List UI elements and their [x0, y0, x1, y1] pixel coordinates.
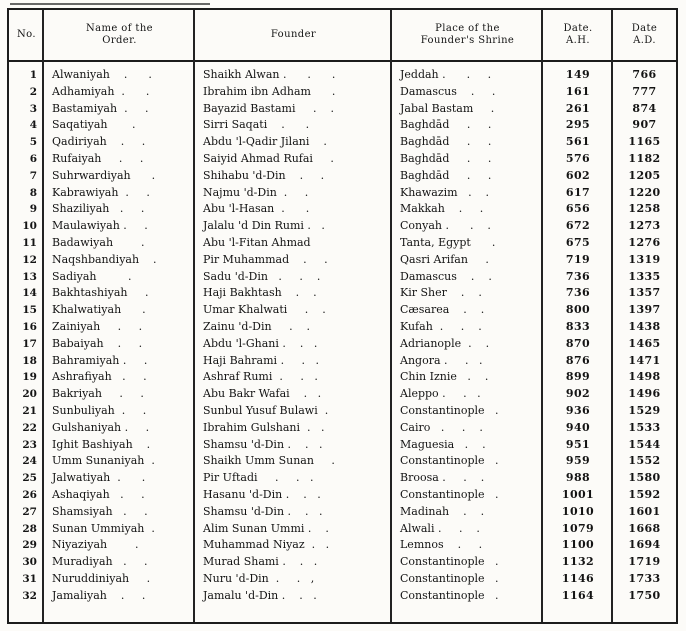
date-ah-cell: 959: [565, 454, 591, 468]
shrine-place-cell: Qasri Arifan .: [400, 252, 489, 266]
table-row: [9, 336, 676, 353]
shrine-place-cell: Alwali . . .: [400, 521, 480, 535]
date-ah-cell: 936: [565, 403, 591, 417]
order-no-cell: 24: [22, 455, 37, 468]
date-ad-cell: 1750: [628, 588, 661, 602]
order-no-cell: 8: [29, 186, 37, 199]
date-ah-cell: 833: [565, 319, 591, 333]
founder-cell: Umar Khalwati . .: [203, 303, 326, 317]
table-row: [9, 218, 676, 235]
shrine-place-cell: Constantinople .: [400, 555, 499, 569]
header-place-line1: Place of the: [435, 23, 500, 34]
table-row: [9, 369, 676, 386]
header-no: [9, 10, 44, 60]
founder-cell: Pir Uftadi . . .: [203, 471, 314, 485]
table-row: [9, 185, 676, 202]
column-divider: [42, 10, 44, 622]
order-name-cell: Nuruddiniyah .: [52, 571, 151, 585]
shrine-place-cell: Constantinople .: [400, 588, 499, 602]
date-ad-cell: 1319: [628, 252, 661, 266]
order-name-cell: Ighit Bashiyah .: [52, 437, 151, 451]
date-ad-cell: 766: [632, 68, 657, 81]
founder-cell: Haji Bahrami . . .: [203, 353, 320, 367]
founder-cell: Abu Bakr Wafai . .: [203, 387, 322, 401]
date-ah-cell: 736: [565, 286, 591, 300]
founder-cell: Hasanu 'd-Din . . .: [203, 487, 321, 501]
order-no-cell: 4: [29, 119, 37, 132]
shrine-place-cell: Constantinople .: [400, 454, 499, 468]
table-body: [9, 62, 676, 605]
founder-cell: Abdu 'l-Ghani . . .: [203, 336, 318, 350]
order-no-cell: 28: [22, 522, 37, 535]
table-row: [9, 201, 676, 218]
order-no-cell: 27: [22, 505, 37, 518]
table-row: [9, 487, 676, 504]
column-divider: [390, 10, 392, 622]
order-no-cell: 12: [22, 253, 37, 266]
date-ad-cell: 1601: [628, 504, 661, 518]
orders-table: [7, 8, 678, 624]
date-ad-cell: 1258: [628, 202, 661, 216]
date-ad-cell: 1220: [628, 185, 661, 199]
date-ah-cell: 988: [565, 471, 591, 485]
header-founder-label: Founder: [270, 29, 317, 40]
order-name-cell: Shaziliyah . .: [52, 202, 145, 216]
column-divider: [541, 10, 543, 622]
date-ad-cell: 1273: [628, 219, 661, 233]
order-name-cell: Jalwatiyah . .: [52, 471, 146, 485]
founder-cell: Shamsu 'd-Din . . .: [203, 504, 323, 518]
founder-cell: Sirri Saqati . .: [203, 118, 310, 132]
date-ad-cell: 1438: [628, 319, 661, 333]
table-row: [9, 235, 676, 252]
order-name-cell: Kabrawiyah . .: [52, 185, 150, 199]
table-row: [9, 117, 676, 134]
date-ah-cell: 602: [565, 168, 591, 182]
date-ah-cell: 902: [565, 387, 591, 401]
header-ad-line2: A.D.: [633, 35, 656, 46]
order-name-cell: Bakhtashiyah .: [52, 286, 149, 300]
order-no-cell: 5: [29, 136, 37, 149]
date-ad-cell: 1552: [628, 454, 661, 468]
date-ad-cell: 1529: [628, 403, 661, 417]
order-no-cell: 21: [22, 404, 37, 417]
shrine-place-cell: Kufah . . .: [400, 319, 482, 333]
shrine-place-cell: Angora . . .: [400, 353, 483, 367]
header-date-ad: [613, 10, 676, 60]
shrine-place-cell: Chin Iznie . .: [400, 370, 489, 384]
header-name-line2: Order.: [102, 35, 137, 46]
date-ad-cell: 1668: [628, 521, 661, 535]
shrine-place-cell: Baghdād . .: [400, 151, 492, 165]
scan-artifact-line: [10, 3, 210, 5]
table-row: [9, 386, 676, 403]
table-row: [9, 504, 676, 521]
founder-cell: Jalalu 'd Din Rumi . .: [203, 219, 325, 233]
founder-cell: Shamsu 'd-Din . . .: [203, 437, 323, 451]
order-name-cell: Ashrafiyah . .: [52, 370, 147, 384]
date-ad-cell: 1205: [628, 168, 661, 182]
order-no-cell: 3: [29, 102, 37, 115]
header-ad-line1: Date: [631, 23, 658, 34]
founder-cell: Abu 'l-Fitan Ahmad: [203, 235, 311, 249]
date-ah-cell: 261: [565, 101, 591, 115]
order-name-cell: Babaiyah . .: [52, 336, 143, 350]
date-ah-cell: 899: [565, 370, 591, 384]
shrine-place-cell: Baghdād . .: [400, 118, 492, 132]
order-no-cell: 23: [22, 438, 37, 451]
order-no-cell: 10: [22, 220, 37, 233]
founder-cell: Saiyid Ahmad Rufai .: [203, 151, 334, 165]
order-no-cell: 7: [29, 169, 37, 182]
date-ah-cell: 876: [565, 353, 591, 367]
founder-cell: Shaikh Alwan . . .: [203, 68, 336, 81]
table-row: [9, 67, 676, 84]
order-no-cell: 31: [22, 572, 37, 585]
date-ah-cell: 1100: [561, 538, 595, 552]
date-ah-cell: 736: [565, 269, 591, 283]
founder-cell: Ibrahim ibn Adham .: [203, 84, 336, 98]
order-name-cell: Jamaliyah . .: [52, 588, 146, 602]
table-row: [9, 134, 676, 151]
order-no-cell: 30: [22, 556, 37, 569]
shrine-place-cell: Constantinople .: [400, 403, 499, 417]
header-name-line1: Name of the: [86, 23, 153, 34]
shrine-place-cell: Lemnos . .: [400, 538, 483, 552]
order-name-cell: Sunbuliyah . .: [52, 403, 147, 417]
header-founder: [195, 10, 392, 60]
order-name-cell: Saqatiyah .: [52, 118, 136, 132]
order-name-cell: Sadiyah .: [52, 269, 132, 283]
date-ah-cell: 295: [565, 118, 591, 132]
date-ad-cell: 1165: [628, 135, 661, 149]
table-row: [9, 151, 676, 168]
founder-cell: Najmu 'd-Din . .: [203, 185, 309, 199]
shrine-place-cell: Damascus . .: [400, 269, 492, 283]
founder-cell: Shihabu 'd-Din . .: [203, 168, 325, 182]
order-name-cell: Khalwatiyah .: [52, 303, 146, 317]
order-name-cell: Maulawiyah . .: [52, 219, 148, 233]
table-row: [9, 101, 676, 118]
column-divider: [193, 10, 195, 622]
table-row: [9, 571, 676, 588]
date-ah-cell: 1164: [561, 588, 595, 602]
header-name-of-order: [44, 10, 195, 60]
order-name-cell: Umm Sunaniyah .: [52, 454, 155, 468]
date-ad-cell: 1397: [628, 303, 661, 317]
date-ah-cell: 951: [565, 437, 591, 451]
order-name-cell: Bastamiyah . .: [52, 101, 149, 115]
table-row: [9, 302, 676, 319]
order-no-cell: 14: [22, 287, 37, 300]
table-row: [9, 588, 676, 605]
date-ad-cell: 1719: [628, 555, 661, 569]
order-no-cell: 29: [22, 539, 37, 552]
founder-cell: Sunbul Yusuf Bulawi .: [203, 403, 329, 417]
table-row: [9, 403, 676, 420]
date-ah-cell: 1146: [561, 571, 595, 585]
order-no-cell: 2: [29, 85, 37, 98]
date-ad-cell: 1580: [628, 471, 661, 485]
table-row: [9, 554, 676, 571]
date-ad-cell: 874: [632, 101, 657, 115]
date-ah-cell: 719: [565, 252, 591, 266]
order-name-cell: Sunan Ummiyah .: [52, 521, 155, 535]
founder-cell: Ibrahim Gulshani . .: [203, 420, 325, 434]
date-ah-cell: 576: [565, 151, 591, 165]
header-place-line2: Founder's Shrine: [420, 35, 515, 46]
date-ad-cell: 1357: [628, 286, 661, 300]
shrine-place-cell: Tanta, Egypt .: [400, 235, 496, 249]
table-row: [9, 319, 676, 336]
shrine-place-cell: Baghdād . .: [400, 135, 492, 149]
founder-cell: Muhammad Niyaz . .: [203, 538, 330, 552]
date-ah-cell: 940: [565, 420, 591, 434]
date-ah-cell: 617: [565, 185, 591, 199]
table-row: [9, 521, 676, 538]
date-ad-cell: 1465: [628, 336, 661, 350]
header-ah-line2: A.H.: [566, 35, 590, 46]
date-ah-cell: 161: [565, 84, 591, 98]
order-no-cell: 1: [29, 69, 37, 81]
table-row: [9, 252, 676, 269]
date-ad-cell: 1335: [628, 269, 661, 283]
date-ah-cell: 656: [565, 202, 591, 216]
founder-cell: Sadu 'd-Din . . .: [203, 269, 321, 283]
order-name-cell: Gulshaniyah . .: [52, 420, 150, 434]
founder-cell: Abu 'l-Hasan . .: [203, 202, 310, 216]
shrine-place-cell: Cæsarea . .: [400, 303, 485, 317]
date-ad-cell: 907: [632, 118, 657, 132]
order-no-cell: 9: [29, 203, 37, 216]
table-row: [9, 84, 676, 101]
date-ah-cell: 561: [565, 135, 591, 149]
date-ad-cell: 1544: [628, 437, 661, 451]
order-no-cell: 25: [22, 472, 37, 485]
header-no-label: No.: [17, 29, 36, 40]
table-row: [9, 470, 676, 487]
table-row: [9, 537, 676, 554]
table-header-row: [9, 10, 676, 62]
founder-cell: Murad Shami . . .: [203, 555, 318, 569]
date-ah-cell: 870: [565, 336, 591, 350]
founder-cell: Zainu 'd-Din . .: [203, 319, 311, 333]
header-ah-line1: Date.: [563, 23, 593, 34]
date-ad-cell: 1276: [628, 235, 661, 249]
date-ah-cell: 800: [565, 303, 591, 317]
date-ah-cell: 1001: [561, 487, 595, 501]
table-row: [9, 453, 676, 470]
date-ad-cell: 1733: [628, 571, 661, 585]
founder-cell: Bayazid Bastami . .: [203, 101, 334, 115]
order-no-cell: 19: [22, 371, 37, 384]
order-no-cell: 20: [22, 388, 37, 401]
date-ah-cell: 1010: [561, 504, 595, 518]
header-place-of-shrine: [392, 10, 543, 60]
founder-cell: Shaikh Umm Sunan .: [203, 454, 335, 468]
shrine-place-cell: Makkah . .: [400, 202, 484, 216]
shrine-place-cell: Aleppo . . .: [400, 387, 481, 401]
order-name-cell: Alwaniyah . .: [52, 68, 152, 81]
order-name-cell: Niyaziyah .: [52, 538, 139, 552]
table-row: [9, 420, 676, 437]
order-name-cell: Suhrwardiyah .: [52, 168, 156, 182]
date-ad-cell: 1592: [628, 487, 661, 501]
date-ah-cell: 1079: [561, 521, 595, 535]
shrine-place-cell: Baghdād . .: [400, 168, 492, 182]
shrine-place-cell: Damascus . .: [400, 84, 496, 98]
shrine-place-cell: Conyah . . .: [400, 219, 491, 233]
date-ah-cell: 149: [565, 68, 591, 81]
table-row: [9, 168, 676, 185]
shrine-place-cell: Constantinople .: [400, 487, 499, 501]
order-name-cell: Ashaqiyah . .: [52, 487, 145, 501]
date-ah-cell: 675: [565, 235, 591, 249]
date-ad-cell: 1471: [628, 353, 661, 367]
order-name-cell: Zainiyah . .: [52, 319, 143, 333]
shrine-place-cell: Adrianople . .: [400, 336, 490, 350]
date-ah-cell: 672: [565, 219, 591, 233]
shrine-place-cell: Constantinople .: [400, 571, 499, 585]
order-no-cell: 22: [22, 421, 37, 434]
order-name-cell: Bakriyah . .: [52, 387, 144, 401]
order-no-cell: 26: [22, 488, 37, 501]
date-ad-cell: 1498: [628, 370, 661, 384]
order-name-cell: Naqshbandiyah .: [52, 252, 157, 266]
order-no-cell: 15: [22, 304, 37, 317]
order-no-cell: 16: [22, 320, 37, 333]
order-no-cell: 13: [22, 270, 37, 283]
date-ad-cell: 777: [632, 84, 657, 98]
header-date-ah: [543, 10, 613, 60]
table-row: [9, 285, 676, 302]
order-name-cell: Shamsiyah . .: [52, 504, 148, 518]
table-row: [9, 353, 676, 370]
order-name-cell: Rufaiyah . .: [52, 151, 144, 165]
founder-cell: Jamalu 'd-Din . . .: [203, 588, 317, 602]
table-row: [9, 269, 676, 286]
shrine-place-cell: Kir Sher . .: [400, 286, 482, 300]
founder-cell: Nuru 'd-Din . . ,: [203, 571, 315, 585]
order-name-cell: Bahramiyah . .: [52, 353, 148, 367]
order-name-cell: Muradiyah . .: [52, 555, 148, 569]
shrine-place-cell: Cairo . . .: [400, 420, 483, 434]
order-name-cell: Badawiyah .: [52, 235, 145, 249]
order-name-cell: Qadiriyah . .: [52, 135, 146, 149]
column-divider: [611, 10, 613, 622]
order-name-cell: Adhamiyah . .: [52, 84, 150, 98]
date-ah-cell: 1132: [561, 555, 595, 569]
date-ad-cell: 1694: [628, 538, 661, 552]
order-no-cell: 6: [29, 152, 37, 165]
shrine-place-cell: Jabal Bastam .: [400, 101, 495, 115]
founder-cell: Haji Bakhtash . .: [203, 286, 317, 300]
order-no-cell: 11: [22, 236, 37, 249]
founder-cell: Pir Muhammad . .: [203, 252, 328, 266]
date-ad-cell: 1182: [628, 151, 661, 165]
shrine-place-cell: Maguesia . .: [400, 437, 486, 451]
shrine-place-cell: Madinah . .: [400, 504, 485, 518]
order-no-cell: 17: [22, 337, 37, 350]
date-ad-cell: 1496: [628, 387, 661, 401]
founder-cell: Alim Sunan Ummi . .: [203, 521, 329, 535]
date-ad-cell: 1533: [628, 420, 661, 434]
shrine-place-cell: Khawazim . .: [400, 185, 490, 199]
shrine-place-cell: Jeddah . . .: [400, 68, 492, 81]
order-no-cell: 18: [22, 354, 37, 367]
founder-cell: Abdu 'l-Qadir Jilani .: [203, 135, 327, 149]
order-no-cell: 32: [22, 589, 37, 602]
shrine-place-cell: Broosa . . .: [400, 471, 485, 485]
table-row: [9, 437, 676, 454]
founder-cell: Ashraf Rumi . . .: [203, 370, 318, 384]
